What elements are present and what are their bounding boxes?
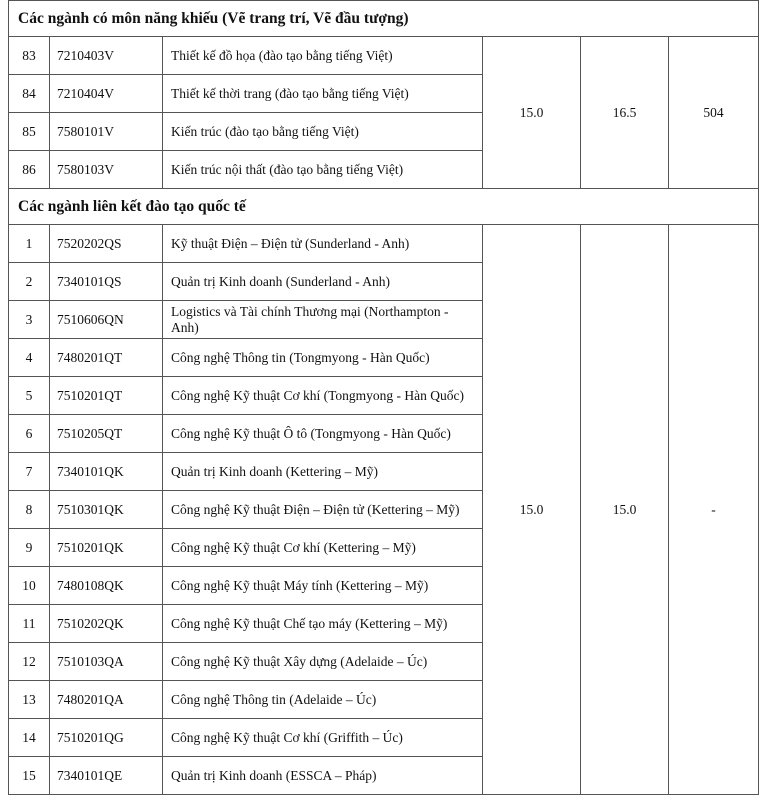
table-body — [9, 1, 759, 795]
major-name: Kỹ thuật Điện – Điện tử (Sunderland - Anh) — [163, 225, 483, 263]
major-code: 7480108QK — [50, 567, 163, 605]
row-number: 83 — [9, 37, 50, 75]
major-code: 7510301QK — [50, 491, 163, 529]
score-col-6: 15.0 — [581, 225, 669, 795]
major-name: Quản trị Kinh doanh (ESSCA – Pháp) — [163, 757, 483, 795]
row-number: 7 — [9, 453, 50, 491]
major-code: 7210403V — [50, 37, 163, 75]
major-code: 7510103QA — [50, 643, 163, 681]
major-name: Logistics và Tài chính Thương mại (Northampton - Anh) — [163, 301, 483, 339]
score-col-6: 16.5 — [581, 37, 669, 189]
section-header-row — [9, 1, 759, 37]
score-col-5: 15.0 — [483, 225, 581, 795]
row-number: 11 — [9, 605, 50, 643]
major-code: 7340101QE — [50, 757, 163, 795]
major-name: Quản trị Kinh doanh (Sunderland - Anh) — [163, 263, 483, 301]
row-number: 13 — [9, 681, 50, 719]
major-code: 7480201QT — [50, 339, 163, 377]
major-name: Kiến trúc nội thất (đào tạo bằng tiếng Việt) — [163, 151, 483, 189]
major-name: Công nghệ Kỹ thuật Cơ khí (Griffith – Úc) — [163, 719, 483, 757]
major-code: 7510606QN — [50, 301, 163, 339]
major-name: Công nghệ Kỹ thuật Cơ khí (Kettering – Mỹ) — [163, 529, 483, 567]
row-number: 12 — [9, 643, 50, 681]
major-name: Thiết kế đồ họa (đào tạo bằng tiếng Việt) — [163, 37, 483, 75]
table-row — [9, 225, 759, 263]
row-number: 10 — [9, 567, 50, 605]
major-name: Công nghệ Kỹ thuật Cơ khí (Tongmyong - Hàn Quốc) — [163, 377, 483, 415]
row-number: 8 — [9, 491, 50, 529]
table-row — [9, 37, 759, 75]
section-title: Các ngành liên kết đào tạo quốc tế — [9, 189, 759, 225]
row-number: 3 — [9, 301, 50, 339]
row-number: 14 — [9, 719, 50, 757]
major-name: Thiết kế thời trang (đào tạo bằng tiếng Việt) — [163, 75, 483, 113]
major-code: 7480201QA — [50, 681, 163, 719]
major-code: 7510202QK — [50, 605, 163, 643]
major-name: Công nghệ Kỹ thuật Xây dựng (Adelaide – Úc) — [163, 643, 483, 681]
quota-col-7: - — [669, 225, 759, 795]
major-code: 7510201QT — [50, 377, 163, 415]
major-name: Công nghệ Kỹ thuật Chế tạo máy (Kettering – Mỹ) — [163, 605, 483, 643]
row-number: 5 — [9, 377, 50, 415]
major-name: Công nghệ Thông tin (Tongmyong - Hàn Quốc) — [163, 339, 483, 377]
major-code: 7510205QT — [50, 415, 163, 453]
major-code: 7510201QG — [50, 719, 163, 757]
major-code: 7580101V — [50, 113, 163, 151]
major-code: 7340101QK — [50, 453, 163, 491]
section-header-row — [9, 189, 759, 225]
score-col-5: 15.0 — [483, 37, 581, 189]
major-code: 7520202QS — [50, 225, 163, 263]
row-number: 15 — [9, 757, 50, 795]
section-title: Các ngành có môn năng khiếu (Vẽ trang trí, Vẽ đầu tượng) — [9, 1, 759, 37]
row-number: 84 — [9, 75, 50, 113]
major-code: 7510201QK — [50, 529, 163, 567]
major-name: Công nghệ Thông tin (Adelaide – Úc) — [163, 681, 483, 719]
row-number: 4 — [9, 339, 50, 377]
major-name: Quản trị Kinh doanh (Kettering – Mỹ) — [163, 453, 483, 491]
row-number: 9 — [9, 529, 50, 567]
major-code: 7210404V — [50, 75, 163, 113]
row-number: 1 — [9, 225, 50, 263]
major-name: Công nghệ Kỹ thuật Máy tính (Kettering – Mỹ) — [163, 567, 483, 605]
row-number: 2 — [9, 263, 50, 301]
major-name: Công nghệ Kỹ thuật Ô tô (Tongmyong - Hàn Quốc) — [163, 415, 483, 453]
major-code: 7580103V — [50, 151, 163, 189]
admission-table — [8, 0, 759, 795]
major-name: Công nghệ Kỹ thuật Điện – Điện tử (Kettering – Mỹ) — [163, 491, 483, 529]
row-number: 85 — [9, 113, 50, 151]
major-name: Kiến trúc (đào tạo bằng tiếng Việt) — [163, 113, 483, 151]
quota-col-7: 504 — [669, 37, 759, 189]
row-number: 6 — [9, 415, 50, 453]
row-number: 86 — [9, 151, 50, 189]
major-code: 7340101QS — [50, 263, 163, 301]
